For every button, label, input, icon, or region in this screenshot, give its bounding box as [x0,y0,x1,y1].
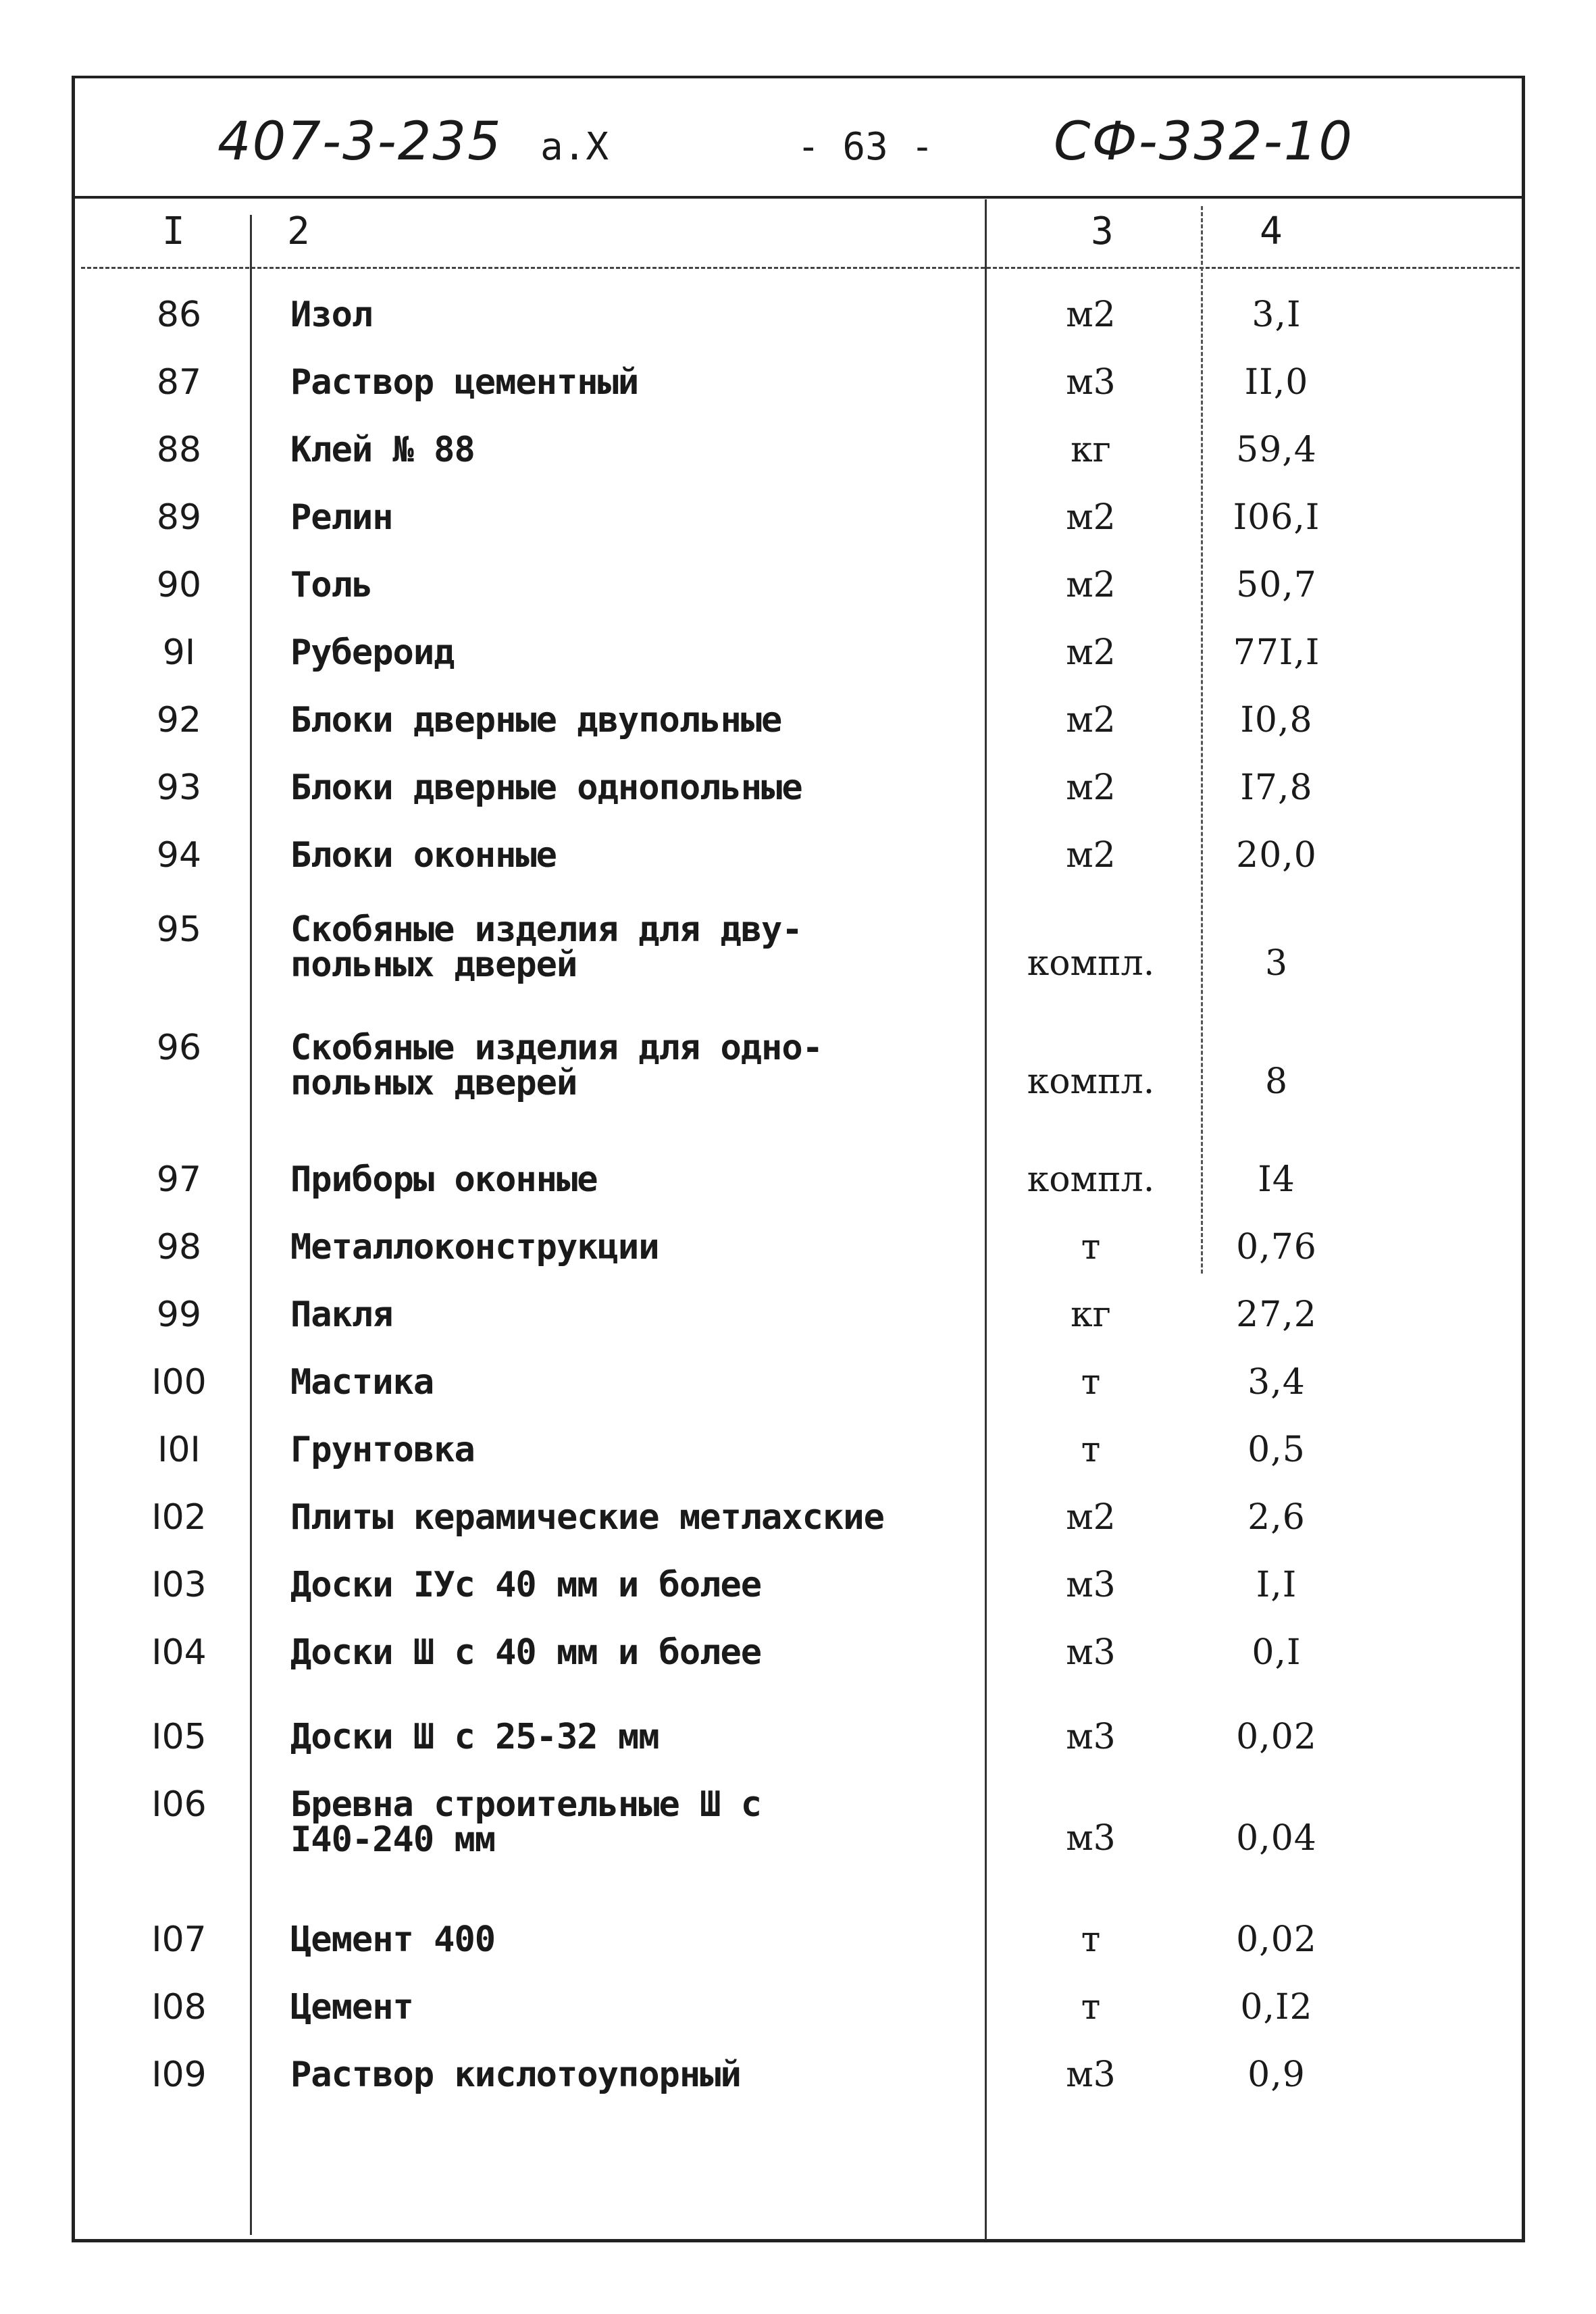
table-row [0,1028,1596,1103]
material-name [290,1987,413,2028]
material-name-line: Цемент [290,1987,413,2028]
quantity: 2,6 [1247,1497,1306,1538]
material-name [290,1632,762,1673]
unit-of-measure: м3 [1066,1717,1116,1757]
material-name [290,1430,475,1470]
table-row [0,1497,1596,1538]
quantity: 0,76 [1236,1227,1317,1267]
material-name [290,909,802,985]
table-row [0,1565,1596,1605]
column-header-1: I [162,209,185,253]
table-row [0,1159,1596,1200]
unit-of-measure: м2 [1066,768,1116,808]
material-name-line: Приборы оконные [290,1159,598,1200]
row-number: I03 [151,1565,207,1605]
table-row [0,295,1596,335]
column-divider-3 [1201,206,1203,1274]
column-header-2: 2 [287,209,310,253]
quantity: I06,I [1233,497,1320,538]
column-divider-2 [985,199,987,2240]
material-name-line: Мастика [290,1362,434,1403]
material-name-line: Бревна строительные Ш с [290,1784,762,1825]
unit-of-measure: м3 [1066,2055,1116,2095]
unit-of-measure: т [1081,1227,1101,1267]
quantity: 0,02 [1236,1919,1317,1960]
unit-of-measure: м2 [1066,700,1116,740]
material-name-line: Плиты керамические метлахские [290,1497,884,1538]
material-name [290,1159,598,1200]
material-name-line: Толь [290,565,373,605]
row-number: 95 [156,909,202,950]
unit-of-measure: кг [1071,1294,1111,1335]
table-row [0,1632,1596,1673]
unit-of-measure: компл. [1027,1061,1155,1102]
quantity: I7,8 [1240,768,1313,808]
unit-of-measure: м2 [1066,1497,1116,1538]
doc-code: 407-3-235 [217,111,503,172]
table-row [0,909,1596,985]
unit-of-measure: м2 [1066,497,1116,538]
row-number: 89 [156,497,202,538]
column-header-3: 3 [1091,209,1114,253]
row-number: 97 [156,1159,202,1200]
material-name [290,768,802,808]
table-row [0,1294,1596,1335]
quantity: 0,9 [1247,2055,1306,2095]
quantity: 3 [1264,943,1289,984]
material-name-line: Цемент 400 [290,1919,496,1960]
material-name [290,1567,761,1603]
material-name [290,1919,496,1960]
table-row [0,632,1596,673]
quantity: 59,4 [1236,430,1317,470]
material-name [290,1227,659,1267]
quantity: 3,I [1252,295,1302,335]
material-name-line: Металлоконструкции [290,1227,659,1267]
unit-of-measure: т [1081,1987,1101,2028]
unit-of-measure: м3 [1066,1632,1116,1673]
row-number: 98 [156,1227,202,1267]
material-name-line: Раствор кислотоупорный [290,2055,741,2095]
material-name-line: Грунтовка [290,1430,475,1470]
material-name-line: Блоки оконные [290,835,557,876]
material-name [290,2055,741,2095]
page-number: - 63 - [797,125,934,169]
material-name-line: польных дверей [290,945,577,985]
material-name [290,835,557,876]
row-number: I08 [151,1987,207,2028]
quantity: 27,2 [1236,1294,1317,1335]
table-row [0,497,1596,538]
quantity: 3,4 [1247,1362,1306,1403]
row-number: I05 [151,1717,207,1757]
table-row [0,1919,1596,1960]
material-name [290,1719,659,1755]
unit-of-measure: кг [1071,430,1111,470]
row-number: I07 [151,1919,207,1960]
row-number: 92 [156,700,202,740]
material-name [290,632,455,673]
row-number: I09 [151,2055,207,2095]
material-name-line: Скобяные изделия для дву- [290,909,802,950]
album-label: а.X [540,125,609,169]
quantity: 50,7 [1236,565,1317,605]
row-number: 9I [162,632,196,673]
column-divider-1 [250,215,252,2235]
row-number: 90 [156,565,202,605]
unit-of-measure: м3 [1066,1565,1116,1605]
table-row [0,1430,1596,1470]
row-number: 93 [156,768,202,808]
material-name-line: Скобяные изделия для одно- [290,1028,823,1068]
unit-of-measure: компл. [1027,1159,1155,1200]
table-row [0,430,1596,470]
material-name [290,497,393,538]
unit-of-measure: т [1081,1430,1101,1470]
material-name-line: Доски IУс 40 мм и более [290,1565,762,1605]
row-number: 88 [156,430,202,470]
material-name [290,295,373,335]
quantity: 0,02 [1236,1717,1317,1757]
unit-of-measure: компл. [1027,943,1155,984]
material-name-line: Блоки дверные двупольные [290,700,782,740]
quantity: I,I [1256,1565,1297,1605]
table-row [0,2055,1596,2095]
table-row [0,362,1596,403]
quantity: 0,I2 [1240,1987,1313,2028]
quantity: 8 [1264,1061,1289,1102]
column-header-divider [81,267,1520,269]
material-name-line: I40-240 мм [290,1819,496,1860]
column-header-4: 4 [1260,209,1283,253]
row-number: 87 [156,362,202,403]
quantity: 77I,I [1233,632,1320,673]
material-name-line: Клей № 88 [290,430,475,470]
unit-of-measure: т [1081,1362,1101,1403]
material-name [290,700,782,740]
row-number: I04 [151,1632,207,1673]
quantity: I4 [1258,1159,1295,1200]
row-number: 94 [156,835,202,876]
row-number: 96 [156,1028,202,1068]
unit-of-measure: т [1081,1919,1101,1960]
quantity: 0,I [1252,1632,1302,1673]
unit-of-measure: м3 [1066,1818,1116,1859]
header-divider [72,196,1525,199]
unit-of-measure: м2 [1066,295,1116,335]
sheet-code: СФ-332-10 [1054,111,1354,172]
material-name [290,1294,393,1335]
material-name [290,362,639,403]
quantity: 20,0 [1236,835,1317,876]
row-number: I00 [151,1362,207,1403]
material-name-line: Релин [290,497,393,538]
material-name [290,1362,434,1403]
material-name-line: Доски Ш с 40 мм и более [290,1632,762,1673]
material-name [290,1497,884,1538]
table-row [0,1717,1596,1757]
material-name-line: Изол [290,295,373,335]
unit-of-measure: м2 [1066,632,1116,673]
unit-of-measure: м2 [1066,835,1116,876]
material-name-line: польных дверей [290,1063,577,1103]
unit-of-measure: м3 [1066,362,1116,403]
quantity: I0,8 [1240,700,1313,740]
quantity: 0,04 [1236,1818,1317,1859]
material-name-line: Пакля [290,1294,393,1335]
material-name-line: Доски Ш с 25-32 мм [290,1717,659,1757]
table-row [0,768,1596,808]
material-name [290,565,373,605]
row-number: I02 [151,1497,207,1538]
unit-of-measure: м2 [1066,565,1116,605]
row-number: I0I [157,1430,201,1470]
material-name-line: Блоки дверные однопольные [290,768,802,808]
row-number: I06 [151,1784,207,1825]
row-number: 99 [156,1294,202,1335]
table-row [0,1784,1596,1860]
material-name [290,1030,823,1101]
quantity: II,0 [1244,362,1309,403]
material-name-line: Рубероид [290,632,455,673]
material-name-line: Раствор цементный [290,362,639,403]
material-name [290,432,475,468]
quantity: 0,5 [1247,1430,1306,1470]
material-name [290,1784,762,1860]
row-number: 86 [156,295,202,335]
